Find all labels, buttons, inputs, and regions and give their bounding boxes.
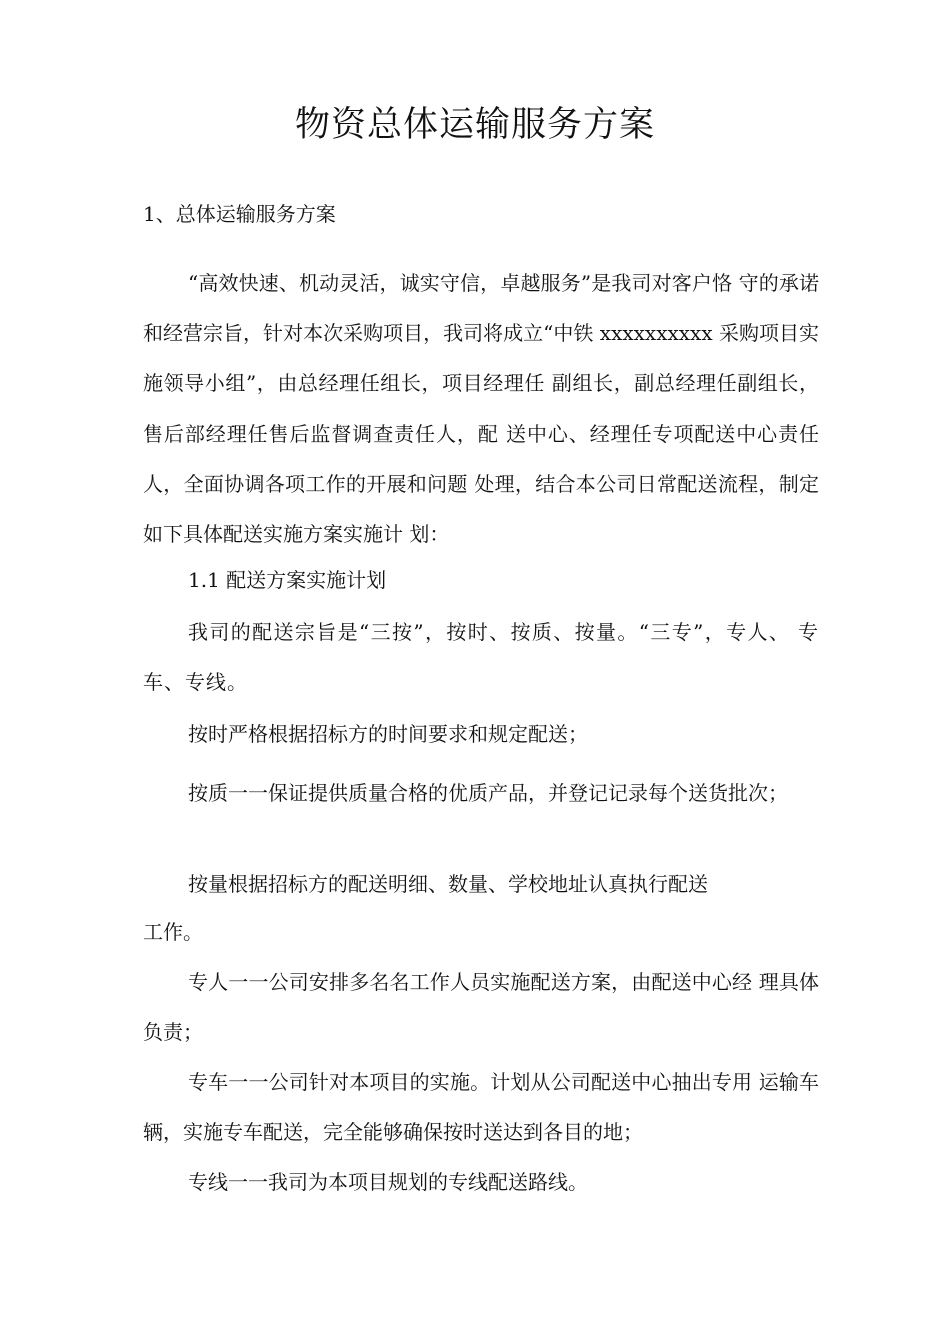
- dedicated-vehicle-paragraph: 专车一一公司针对本项目的实施。计划从公司配送中心抽出专用 运输车辆，实施专车配送，完全能够确保按时送达到各目的地；: [143, 1070, 819, 1145]
- on-quantity-line-continued: 工作。: [143, 920, 203, 944]
- section-heading-1-1: 1.1 配送方案实施计划: [188, 568, 387, 592]
- section-heading-1: 1、总体运输服务方案: [143, 202, 336, 226]
- document-title: 物资总体运输服务方案: [294, 105, 655, 145]
- on-quantity-line: 按量根据招标方的配送明细、数量、学校地址认真执行配送: [188, 872, 708, 896]
- dedicated-route-line: 专线一一我司为本项目规划的专线配送路线。: [188, 1170, 588, 1194]
- intro-paragraph: “高效快速、机动灵活，诚实守信，卓越服务”是我司对客户恪 守的承诺和经营宗旨，针对本次采购项目，我司将成立“中铁 xxxxxxxxxx 采购项目实施领导小组”，由总经理任组长，项目经理任 副组长，副总经理任副组长，售后部经理任售后监督调查责任人，配 送中心、经理任专项配送中心责任人，全面协调各项工作的开展和问题 处理，结合本公司日常配送流程，制定如下具体配送实施方案实施计 划：: [143, 271, 819, 547]
- on-time-line: 按时严格根据招标方的时间要求和规定配送；: [188, 722, 588, 746]
- dedicated-staff-paragraph: 专人一一公司安排多名名工作人员实施配送方案，由配送中心经 理具体负责；: [143, 970, 819, 1045]
- on-quality-paragraph: 按质一一保证提供质量合格的优质产品，并登记记录每个送货批次；: [188, 781, 788, 805]
- delivery-principle-paragraph: 我司的配送宗旨是“三按”，按时、按质、按量。“三专”，专人、 专车、专线。: [143, 620, 819, 695]
